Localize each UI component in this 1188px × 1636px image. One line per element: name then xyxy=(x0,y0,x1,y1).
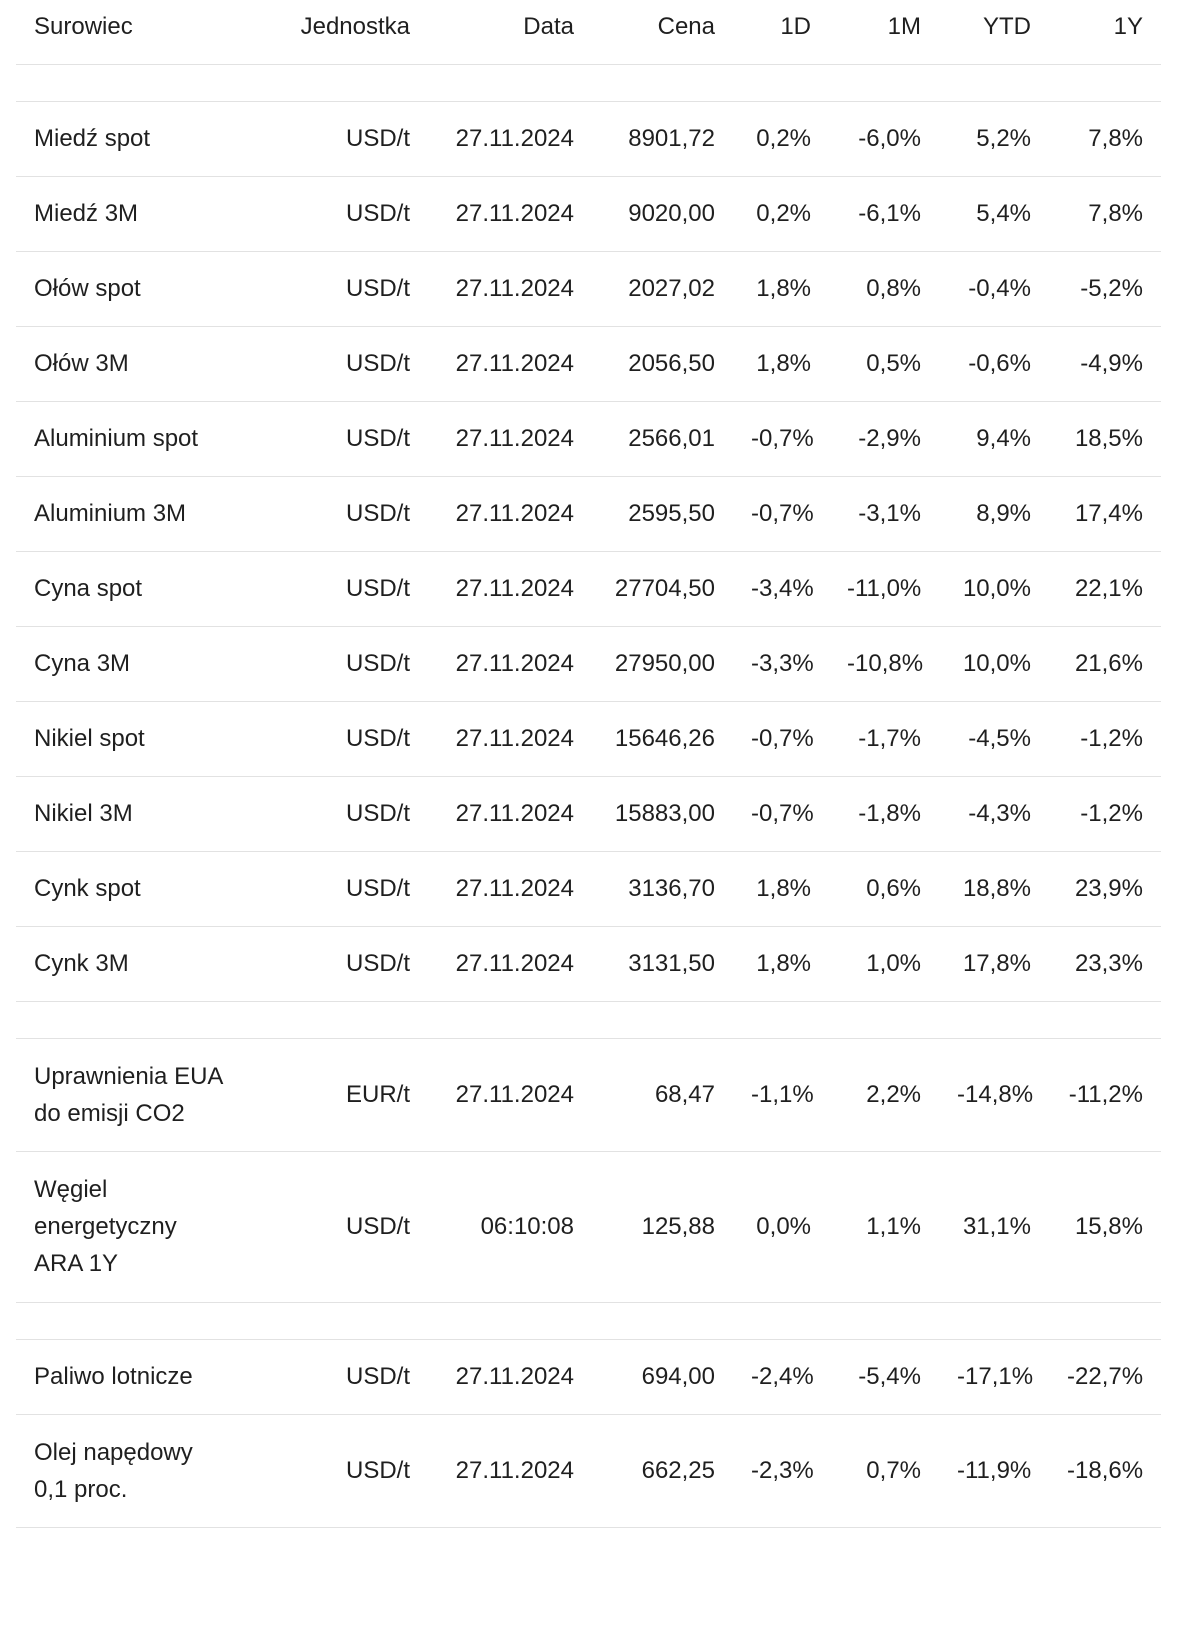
change-1y-cell: 17,4% xyxy=(1049,476,1161,551)
change-1m-cell: 0,6% xyxy=(829,851,939,926)
table-body xyxy=(16,64,1161,1527)
change-ytd-cell: 5,4% xyxy=(939,176,1049,251)
table-row xyxy=(16,1151,1161,1302)
change-1y-cell: -11,2% xyxy=(1049,1038,1161,1151)
commodity-name: Cyna 3M xyxy=(16,626,246,701)
unit-cell: USD/t xyxy=(246,176,428,251)
date-cell: 27.11.2024 xyxy=(428,176,592,251)
change-1d-cell: -0,7% xyxy=(733,476,829,551)
change-ytd-cell: 17,8% xyxy=(939,926,1049,1001)
date-cell: 27.11.2024 xyxy=(428,326,592,401)
change-1y-cell: 23,3% xyxy=(1049,926,1161,1001)
date-cell: 27.11.2024 xyxy=(428,626,592,701)
table-row xyxy=(16,251,1161,326)
change-1m-cell: 0,7% xyxy=(829,1414,939,1527)
price-cell: 3136,70 xyxy=(592,851,733,926)
unit-cell: USD/t xyxy=(246,551,428,626)
unit-cell: USD/t xyxy=(246,326,428,401)
unit-cell: USD/t xyxy=(246,926,428,1001)
price-cell: 125,88 xyxy=(592,1151,733,1302)
price-cell: 27950,00 xyxy=(592,626,733,701)
header-1d: 1D xyxy=(733,0,829,64)
change-1m-cell: -2,9% xyxy=(829,401,939,476)
change-1d-cell: -2,3% xyxy=(733,1414,829,1527)
date-cell: 27.11.2024 xyxy=(428,701,592,776)
header-price: Cena xyxy=(592,0,733,64)
commodity-name: Ołów 3M xyxy=(16,326,246,401)
unit-cell: USD/t xyxy=(246,776,428,851)
change-ytd-cell: 10,0% xyxy=(939,626,1049,701)
change-ytd-cell: 8,9% xyxy=(939,476,1049,551)
unit-cell: USD/t xyxy=(246,1414,428,1527)
date-cell: 27.11.2024 xyxy=(428,1038,592,1151)
commodity-name: Nikiel 3M xyxy=(16,776,246,851)
section-spacer-row xyxy=(16,1001,1161,1038)
change-1m-cell: -1,8% xyxy=(829,776,939,851)
change-1m-cell: -1,7% xyxy=(829,701,939,776)
table-row xyxy=(16,401,1161,476)
change-1d-cell: 1,8% xyxy=(733,926,829,1001)
date-cell: 27.11.2024 xyxy=(428,1414,592,1527)
change-ytd-cell: -0,6% xyxy=(939,326,1049,401)
table-row xyxy=(16,776,1161,851)
change-ytd-cell: -4,3% xyxy=(939,776,1049,851)
change-ytd-cell: -4,5% xyxy=(939,701,1049,776)
change-1d-cell: 1,8% xyxy=(733,851,829,926)
change-1d-cell: 1,8% xyxy=(733,251,829,326)
section-spacer-row xyxy=(16,1302,1161,1339)
commodity-name: Ołów spot xyxy=(16,251,246,326)
date-cell: 27.11.2024 xyxy=(428,551,592,626)
section-spacer-row xyxy=(16,64,1161,101)
change-1m-cell: -10,8% xyxy=(829,626,939,701)
change-1y-cell: -5,2% xyxy=(1049,251,1161,326)
commodity-name: Cynk spot xyxy=(16,851,246,926)
commodity-name: Paliwo lotnicze xyxy=(16,1339,246,1414)
change-1d-cell: -0,7% xyxy=(733,701,829,776)
change-1y-cell: 23,9% xyxy=(1049,851,1161,926)
change-1d-cell: -3,4% xyxy=(733,551,829,626)
table-row xyxy=(16,476,1161,551)
price-cell: 15883,00 xyxy=(592,776,733,851)
change-1m-cell: -6,1% xyxy=(829,176,939,251)
date-cell: 27.11.2024 xyxy=(428,1339,592,1414)
change-1y-cell: 7,8% xyxy=(1049,176,1161,251)
change-1d-cell: -1,1% xyxy=(733,1038,829,1151)
spacer-cell xyxy=(16,1001,1161,1038)
unit-cell: USD/t xyxy=(246,1339,428,1414)
table-header-row xyxy=(16,0,1161,64)
date-cell: 27.11.2024 xyxy=(428,776,592,851)
unit-cell: USD/t xyxy=(246,101,428,176)
change-1m-cell: 1,0% xyxy=(829,926,939,1001)
commodity-table-container xyxy=(16,0,1161,1528)
commodity-name: Olej napędowy 0,1 proc. xyxy=(16,1414,246,1527)
table-row xyxy=(16,101,1161,176)
change-1d-cell: -2,4% xyxy=(733,1339,829,1414)
price-cell: 68,47 xyxy=(592,1038,733,1151)
unit-cell: EUR/t xyxy=(246,1038,428,1151)
change-ytd-cell: -17,1% xyxy=(939,1339,1049,1414)
price-cell: 2566,01 xyxy=(592,401,733,476)
change-1d-cell: 0,0% xyxy=(733,1151,829,1302)
price-cell: 15646,26 xyxy=(592,701,733,776)
table-row xyxy=(16,176,1161,251)
change-1d-cell: 0,2% xyxy=(733,101,829,176)
commodity-name: Cyna spot xyxy=(16,551,246,626)
price-cell: 9020,00 xyxy=(592,176,733,251)
change-1y-cell: 18,5% xyxy=(1049,401,1161,476)
change-1m-cell: -3,1% xyxy=(829,476,939,551)
change-1m-cell: 0,8% xyxy=(829,251,939,326)
header-commodity: Surowiec xyxy=(16,0,246,64)
date-cell: 27.11.2024 xyxy=(428,926,592,1001)
date-cell: 27.11.2024 xyxy=(428,851,592,926)
price-cell: 2595,50 xyxy=(592,476,733,551)
unit-cell: USD/t xyxy=(246,251,428,326)
change-1m-cell: 0,5% xyxy=(829,326,939,401)
unit-cell: USD/t xyxy=(246,701,428,776)
date-cell: 06:10:08 xyxy=(428,1151,592,1302)
table-row xyxy=(16,1414,1161,1527)
change-1y-cell: -1,2% xyxy=(1049,776,1161,851)
change-1m-cell: 2,2% xyxy=(829,1038,939,1151)
change-1y-cell: 21,6% xyxy=(1049,626,1161,701)
commodity-name: Cynk 3M xyxy=(16,926,246,1001)
change-ytd-cell: 10,0% xyxy=(939,551,1049,626)
table-row xyxy=(16,1339,1161,1414)
commodity-name: Węgiel energetyczny ARA 1Y xyxy=(16,1151,246,1302)
commodity-prices-table xyxy=(16,0,1161,1528)
unit-cell: USD/t xyxy=(246,1151,428,1302)
header-1y: 1Y xyxy=(1049,0,1161,64)
table-row xyxy=(16,851,1161,926)
table-row xyxy=(16,551,1161,626)
header-unit: Jednostka xyxy=(246,0,428,64)
unit-cell: USD/t xyxy=(246,626,428,701)
unit-cell: USD/t xyxy=(246,401,428,476)
change-1d-cell: -3,3% xyxy=(733,626,829,701)
change-1m-cell: 1,1% xyxy=(829,1151,939,1302)
change-1y-cell: 22,1% xyxy=(1049,551,1161,626)
header-date: Data xyxy=(428,0,592,64)
table-row xyxy=(16,701,1161,776)
change-1d-cell: -0,7% xyxy=(733,776,829,851)
change-1y-cell: 15,8% xyxy=(1049,1151,1161,1302)
commodity-name: Aluminium spot xyxy=(16,401,246,476)
commodity-name: Nikiel spot xyxy=(16,701,246,776)
date-cell: 27.11.2024 xyxy=(428,101,592,176)
change-1m-cell: -6,0% xyxy=(829,101,939,176)
change-1d-cell: 0,2% xyxy=(733,176,829,251)
change-1y-cell: 7,8% xyxy=(1049,101,1161,176)
table-row xyxy=(16,1038,1161,1151)
spacer-cell xyxy=(16,64,1161,101)
price-cell: 662,25 xyxy=(592,1414,733,1527)
change-1d-cell: -0,7% xyxy=(733,401,829,476)
commodity-name: Miedź 3M xyxy=(16,176,246,251)
header-ytd: YTD xyxy=(939,0,1049,64)
change-1y-cell: -4,9% xyxy=(1049,326,1161,401)
spacer-cell xyxy=(16,1302,1161,1339)
commodity-name: Uprawnienia EUA do emisji CO2 xyxy=(16,1038,246,1151)
change-1d-cell: 1,8% xyxy=(733,326,829,401)
price-cell: 694,00 xyxy=(592,1339,733,1414)
price-cell: 2027,02 xyxy=(592,251,733,326)
change-1y-cell: -22,7% xyxy=(1049,1339,1161,1414)
date-cell: 27.11.2024 xyxy=(428,251,592,326)
change-ytd-cell: 9,4% xyxy=(939,401,1049,476)
change-ytd-cell: 5,2% xyxy=(939,101,1049,176)
change-ytd-cell: 18,8% xyxy=(939,851,1049,926)
change-1y-cell: -18,6% xyxy=(1049,1414,1161,1527)
price-cell: 27704,50 xyxy=(592,551,733,626)
date-cell: 27.11.2024 xyxy=(428,476,592,551)
change-ytd-cell: -0,4% xyxy=(939,251,1049,326)
table-row xyxy=(16,926,1161,1001)
commodity-name: Miedź spot xyxy=(16,101,246,176)
change-ytd-cell: -11,9% xyxy=(939,1414,1049,1527)
price-cell: 2056,50 xyxy=(592,326,733,401)
change-1m-cell: -11,0% xyxy=(829,551,939,626)
table-row xyxy=(16,626,1161,701)
table-row xyxy=(16,326,1161,401)
unit-cell: USD/t xyxy=(246,851,428,926)
change-1y-cell: -1,2% xyxy=(1049,701,1161,776)
change-1m-cell: -5,4% xyxy=(829,1339,939,1414)
date-cell: 27.11.2024 xyxy=(428,401,592,476)
price-cell: 8901,72 xyxy=(592,101,733,176)
change-ytd-cell: -14,8% xyxy=(939,1038,1049,1151)
commodity-name: Aluminium 3M xyxy=(16,476,246,551)
unit-cell: USD/t xyxy=(246,476,428,551)
header-1m: 1M xyxy=(829,0,939,64)
change-ytd-cell: 31,1% xyxy=(939,1151,1049,1302)
price-cell: 3131,50 xyxy=(592,926,733,1001)
